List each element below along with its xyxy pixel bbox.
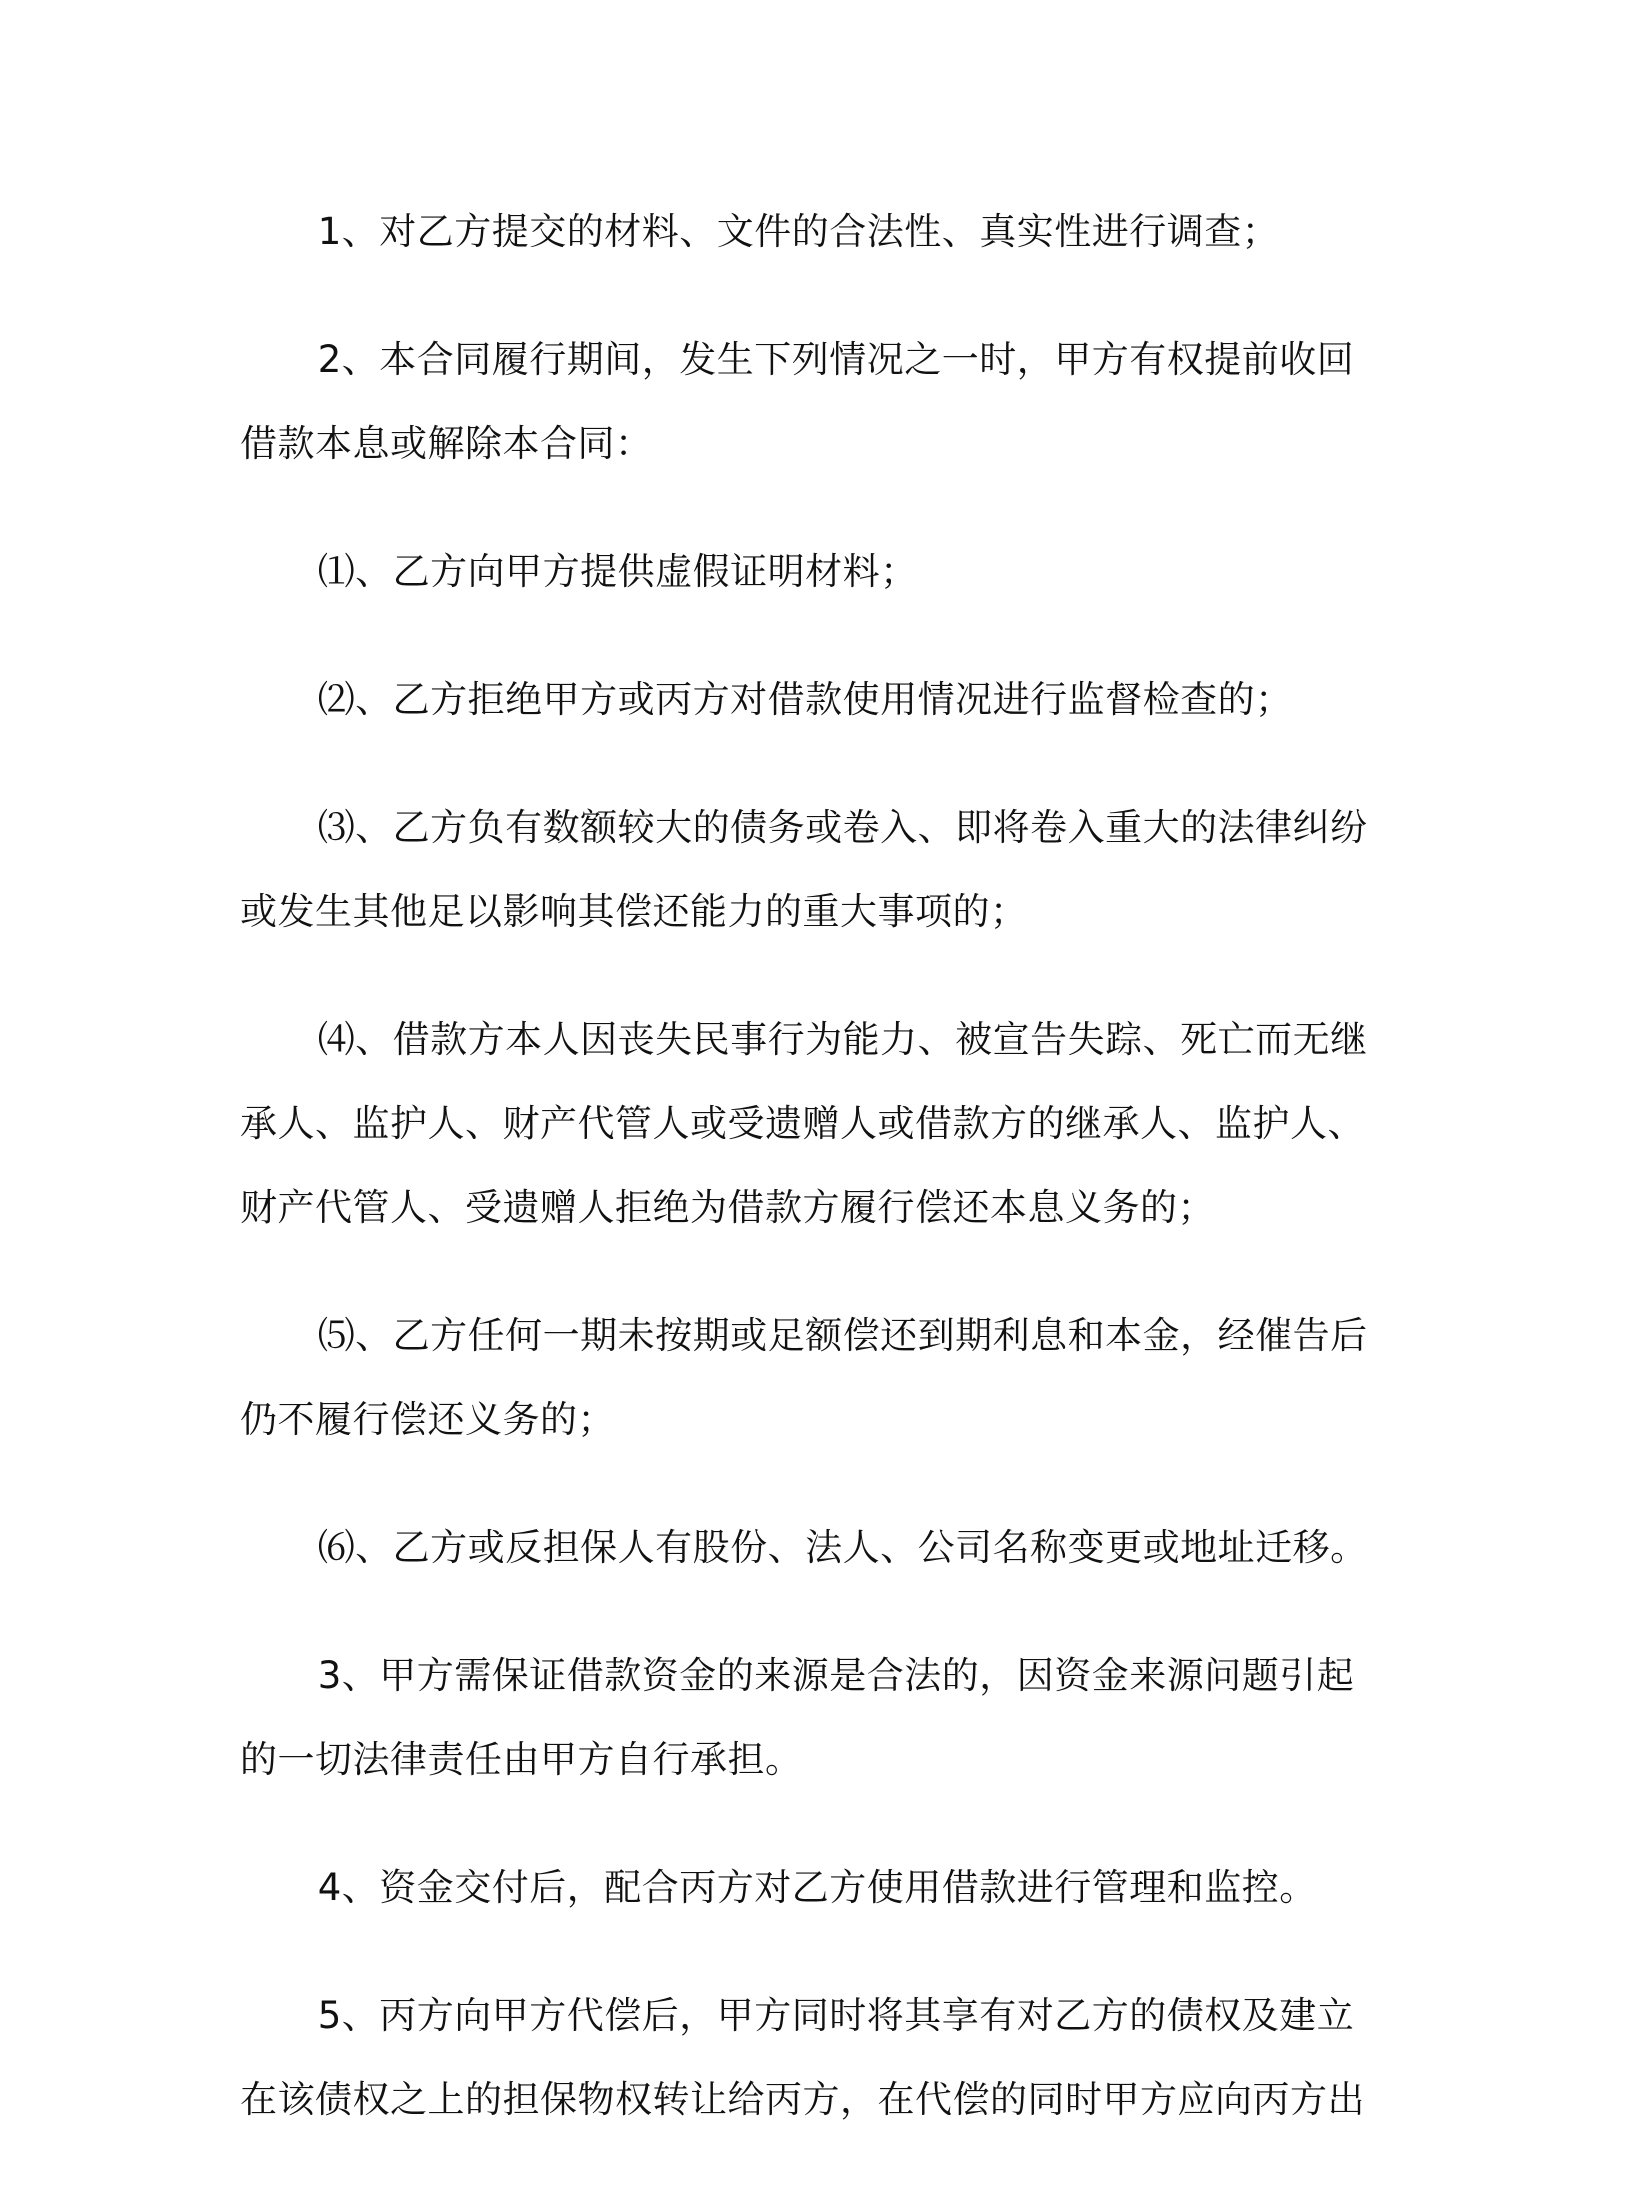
paragraph-sub-item-2: ⑵、乙方拒绝甲方或丙方对借款使用情况进行监督检查的；	[317, 678, 1293, 721]
paragraph-clause-4: 4、资金交付后，配合丙方对乙方使用借款进行管理和监控。	[317, 1866, 1317, 1909]
paragraph-clause-5: 5、丙方向甲方代偿后，甲方同时将其享有对乙方的债权及建立在该债权之上的担保物权转让给丙方，在代偿的同时甲方应向丙方出	[240, 1994, 1365, 2121]
paragraph-sub-item-4: ⑷、借款方本人因丧失民事行为能力、被宣告失踪、死亡而无继承人、监护人、财产代管人或受遗赠人或借款方的继承人、监护人、财产代管人、受遗赠人拒绝为借款方履行偿还本息义务的；	[240, 1018, 1368, 1229]
paragraph-clause-3: 3、甲方需保证借款资金的来源是合法的，因资金来源问题引起的一切法律责任由甲方自行承担。	[240, 1654, 1355, 1781]
document-body	[240, 190, 1380, 2186]
paragraph-clause-2: 2、本合同履行期间，发生下列情况之一时，甲方有权提前收回借款本息或解除本合同：	[240, 338, 1355, 465]
paragraph-clause-1: 1、对乙方提交的材料、文件的合法性、真实性进行调查；	[317, 210, 1280, 253]
paragraph-sub-item-3: ⑶、乙方负有数额较大的债务或卷入、即将卷入重大的法律纠纷或发生其他足以影响其偿还能力的重大事项的；	[240, 806, 1368, 933]
paragraph-sub-item-5: ⑸、乙方任何一期未按期或足额偿还到期利息和本金，经催告后仍不履行偿还义务的；	[240, 1314, 1368, 1441]
paragraph-sub-item-1: ⑴、乙方向甲方提供虚假证明材料；	[317, 550, 918, 593]
paragraph-sub-item-6: ⑹、乙方或反担保人有股份、法人、公司名称变更或地址迁移。	[317, 1526, 1368, 1569]
